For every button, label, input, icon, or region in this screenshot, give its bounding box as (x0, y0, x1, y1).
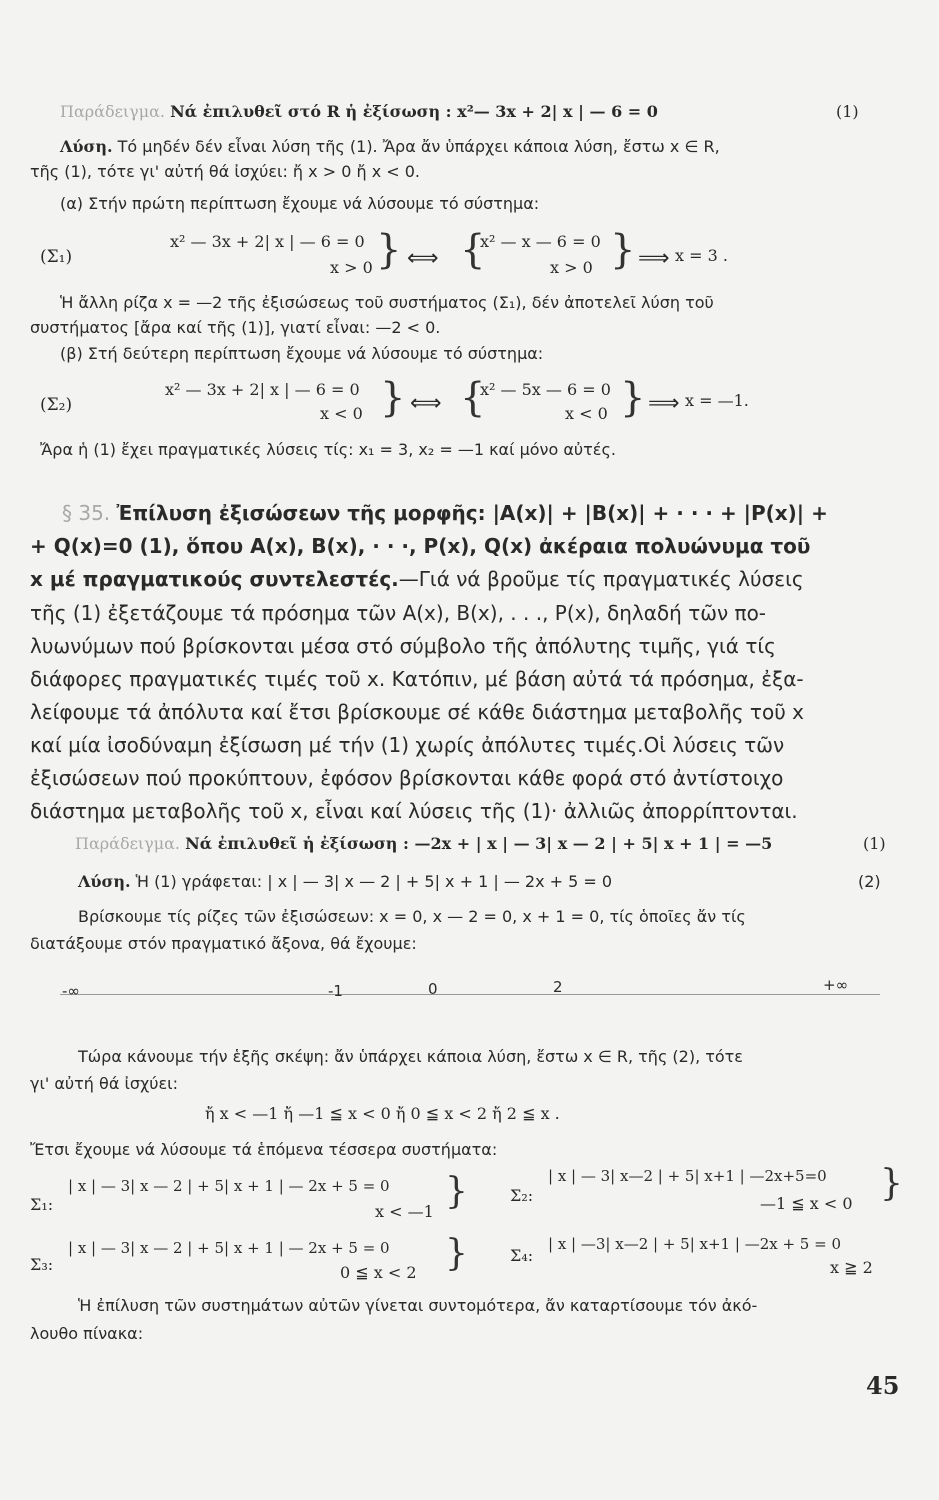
roots-text: Βρίσκουμε τίς ρίζες τῶν ἐξισώσεων: x = 0, x — 2 = 0, x + 1 = 0, τίς ὁποῖες ἄν τίς (78, 907, 746, 926)
left-brace-icon: { (460, 375, 486, 421)
example-label: Παράδειγμα. (60, 102, 166, 121)
then-text-2: γι' αὐτή θά ἰσχύει: (30, 1074, 178, 1093)
system1-condition-2: x > 0 (550, 258, 593, 277)
axis-label-two: 2 (553, 978, 563, 996)
four-systems-text: Ἔτσι ἔχουμε νά λύσουμε τά ἑπόμενα τέσσερα συστήματα: (30, 1140, 498, 1159)
implies-arrow-icon: ⟹ (648, 391, 680, 416)
solution-label: Λύση. (78, 872, 131, 891)
system2-equation-2: x² — 5x — 6 = 0 (480, 380, 611, 399)
sigma3-equation: | x | — 3| x — 2 | + 5| x + 1 | — 2x + 5 = 0 (68, 1239, 390, 1257)
cases-line: ἤ x < —1 ἤ —1 ≦ x < 0 ἤ 0 ≦ x < 2 ἤ 2 ≦ x . (205, 1104, 560, 1123)
axis-line (60, 994, 880, 995)
system2-condition: x < 0 (320, 404, 363, 423)
section-body-line: διάφορες πραγματικές τιμές τοῦ x. Κατόπιν, μέ βάση αὐτά τά πρόσημα, ἐξα- (30, 667, 804, 691)
rewrite-line (78, 872, 612, 892)
axis-label-pos-infinity: +∞ (823, 976, 849, 994)
section-title-end: x μέ πραγματικούς συντελεστές. (30, 567, 399, 591)
section-body-line: ἐξισώσεων πού προκύπτουν, ἐφόσον βρίσκονται κάθε φορά στό ἀντίστοιχο (30, 766, 784, 790)
section-body-line: καί μία ἰσοδύναμη ἐξίσωση μέ τήν (1) χωρίς ἀπόλυτες τιμές.Οἱ λύσεις τῶν (30, 733, 785, 757)
axis-label-minus-one: -1 (328, 982, 343, 1000)
sigma4-condition: x ≧ 2 (830, 1258, 873, 1277)
other-root-text-2: συστήματος [ἄρα καί τῆς (1)], γιατί εἶναι: —2 < 0. (30, 318, 441, 337)
sigma3-label: Σ₃: (30, 1255, 54, 1274)
case-a-text: (α) Στήν πρώτη περίπτωση ἔχουμε νά λύσουμε τό σύστημα: (60, 194, 540, 213)
equation-number: (1) (836, 102, 859, 121)
section-title: Ἐπίλυση ἐξισώσεων τῆς μορφῆς: |A(x)| + |B(x)| + · · · + |P(x)| + (116, 501, 828, 525)
section-heading-line2: + Q(x)=0 (1), ὅπου A(x), B(x), · · ·, P(x), Q(x) ἀκέραια πολυώνυμα τοῦ (30, 534, 811, 558)
sigma3-condition: 0 ≦ x < 2 (340, 1263, 417, 1282)
conclusion-text: Ἄρα ἡ (1) ἔχει πραγματικές λύσεις τίς: x₁ = 3, x₂ = —1 καί μόνο αὐτές. (40, 440, 616, 459)
solution-label: Λύση. (60, 137, 113, 156)
other-root-text: Ἡ ἄλλη ρίζα x = —2 τῆς ἐξισώσεως τοῦ συστήματος (Σ₁), δέν ἀποτελεῖ λύση τοῦ (60, 293, 714, 312)
section-intro: —Γιά νά βροῦμε τίς πραγματικές λύσεις (398, 567, 804, 591)
sigma2-equation: | x | — 3| x—2 | + 5| x+1 | —2x+5=0 (548, 1167, 827, 1185)
system1-condition: x > 0 (330, 258, 373, 277)
right-brace-icon: } (376, 227, 402, 273)
sigma2-label: Σ₂: (510, 1186, 534, 1205)
rewrite-text: Ἡ (1) γράφεται: | x | — 3| x — 2 | + 5| x + 1 | — 2x + 5 = 0 (135, 872, 613, 891)
right-brace-icon: } (380, 375, 406, 421)
sigma1-condition: x < —1 (375, 1202, 434, 1221)
system1-equation-2: x² — x — 6 = 0 (480, 232, 601, 251)
system2-condition-2: x < 0 (565, 404, 608, 423)
example-label: Παράδειγμα. (75, 834, 181, 853)
section-body-line: διάστημα μεταβολῆς τοῦ x, εἶναι καί λύσεις τῆς (1)· ἀλλιῶς ἀπορρίπτονται. (30, 799, 798, 823)
right-brace-icon: } (445, 1233, 468, 1274)
system2-equation: x² — 3x + 2| x | — 6 = 0 (165, 380, 360, 399)
solution-line (60, 137, 720, 157)
section-heading-line3 (30, 566, 804, 592)
axis-label-zero: 0 (428, 980, 438, 998)
final-text-2: λουθο πίνακα: (30, 1324, 144, 1343)
system1-equation: x² — 3x + 2| x | — 6 = 0 (170, 232, 365, 251)
right-brace-icon: } (620, 375, 646, 421)
section-body-line: λυωνύμων πού βρίσκονται μέσα στό σύμβολο τῆς ἀπόλυτης τιμῆς, γιά τίς (30, 634, 776, 658)
left-brace-icon: { (460, 227, 486, 273)
example2-heading (75, 834, 772, 854)
page-number: 45 (866, 1371, 900, 1400)
equivalence-arrow-icon: ⟺ (407, 246, 439, 271)
sigma1-label: Σ₁: (30, 1195, 54, 1214)
example1-heading (60, 102, 658, 122)
equation-number: (2) (858, 872, 881, 891)
solution-text-2: τῆς (1), τότε γι' αὐτή θά ἰσχύει: ἤ x > 0 ἤ x < 0. (30, 162, 420, 181)
solution-text: Τό μηδέν δέν εἶναι λύση τῆς (1). Ἄρα ἄν ὑπάρχει κάποια λύση, ἔστω x ∈ R, (117, 137, 720, 156)
final-text: Ἡ ἐπίλυση τῶν συστημάτων αὐτῶν γίνεται συντομότερα, ἄν καταρτίσουμε τόν ἀκό- (78, 1296, 758, 1315)
section-number: § 35. (62, 501, 111, 525)
system1-label: (Σ₁) (40, 247, 73, 267)
implies-arrow-icon: ⟹ (638, 246, 670, 271)
sigma2-condition: —1 ≦ x < 0 (760, 1194, 853, 1213)
equivalence-arrow-icon: ⟺ (410, 391, 442, 416)
roots-text-2: διατάξουμε στόν πραγματικό ἄξονα, θά ἔχουμε: (30, 934, 417, 953)
system2-label: (Σ₂) (40, 395, 73, 415)
equation-number: (1) (863, 834, 886, 853)
section-body-line: λείφουμε τά ἀπόλυτα καί ἔτσι βρίσκουμε σέ κάθε διάστημα μεταβολῆς τοῦ x (30, 700, 804, 724)
right-brace-icon: } (445, 1171, 468, 1212)
section-heading-line1 (62, 500, 828, 526)
example-statement: Νά ἐπιλυθεῖ στό R ἡ ἐξίσωση : x²— 3x + 2| x | — 6 = 0 (170, 102, 658, 121)
example-statement: Νά ἐπιλυθεῖ ἡ ἐξίσωση : —2x + | x | — 3| x — 2 | + 5| x + 1 | = —5 (185, 834, 773, 853)
then-text: Τώρα κάνουμε τήν ἑξῆς σκέψη: ἄν ὑπάρχει κάποια λύση, ἔστω x ∈ R, τῆς (2), τότε (78, 1047, 743, 1066)
sigma4-equation: | x | —3| x—2 | + 5| x+1 | —2x + 5 = 0 (548, 1235, 841, 1253)
axis-label-neg-infinity: -∞ (62, 982, 80, 1000)
right-brace-icon: } (880, 1163, 903, 1204)
system2-result: x = —1. (685, 391, 749, 410)
right-brace-icon: } (610, 227, 636, 273)
sigma1-equation: | x | — 3| x — 2 | + 5| x + 1 | — 2x + 5 = 0 (68, 1177, 390, 1195)
system1-result: x = 3 . (675, 246, 728, 265)
section-body-line: τῆς (1) ἐξετάζουμε τά πρόσημα τῶν A(x), B(x), . . ., P(x), δηλαδή τῶν πο- (30, 601, 767, 625)
case-b-text: (β) Στή δεύτερη περίπτωση ἔχουμε νά λύσουμε τό σύστημα: (60, 344, 544, 363)
sigma4-label: Σ₄: (510, 1246, 534, 1265)
